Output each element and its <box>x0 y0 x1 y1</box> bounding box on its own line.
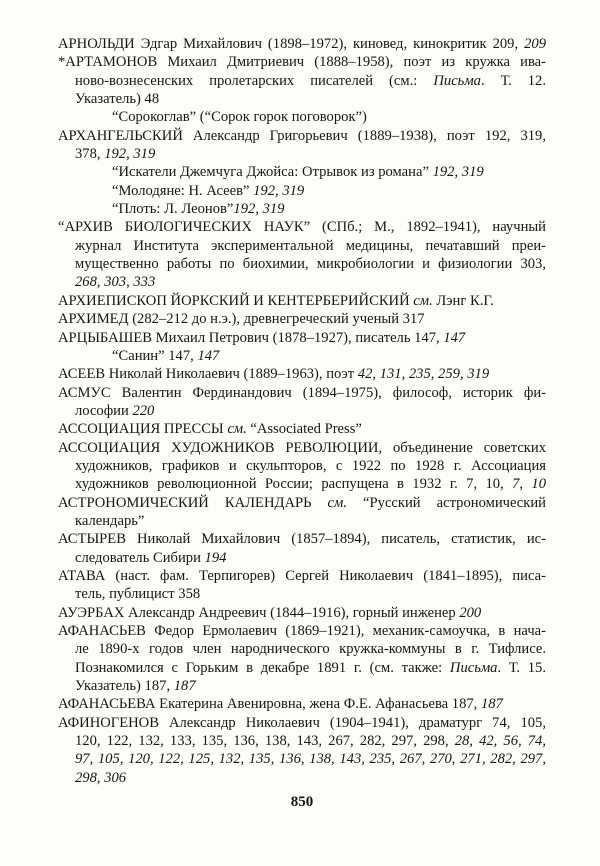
italic-page-refs: 42, 131, 235, 259, 319 <box>357 366 490 383</box>
text-segment: АССОЦИАЦИЯ ХУДОЖНИКОВ РЕВОЛЮЦИИ, объединение советских <box>58 439 546 456</box>
index-entry-line <box>58 475 546 493</box>
index-entry-line <box>58 329 546 347</box>
text-segment: ново-вознесенских пролетарских писателей (см.: <box>75 72 434 89</box>
text-segment: мущественно работы по биохимии, микробиологии и физиологии 303, <box>75 256 546 273</box>
index-entry-line <box>58 273 546 291</box>
index-entry-atava <box>58 567 546 604</box>
index-entry-line <box>58 494 546 512</box>
text-segment: . Т. 12. <box>480 72 546 89</box>
italic-page-refs: 192, 319 <box>104 146 156 163</box>
index-entry-line <box>58 585 546 603</box>
text-segment: АРХИЕПИСКОП ЙОРКСКИЙ И КЕНТЕРБЕРИЙСКИЙ <box>58 292 414 309</box>
text-segment: АФАНАСЬЕВ Федор Ермолаевич (1869–1921), механик-самоучка, в нача- <box>58 623 546 639</box>
text-segment: АССОЦИАЦИЯ ПРЕССЫ <box>58 421 228 438</box>
index-entry-arkhiepiskop-yorksky <box>58 292 546 310</box>
index-entry-artamonov <box>58 53 546 126</box>
text-segment: “Сорокоглав” (“Сорок горок поговорок”) <box>112 109 367 126</box>
italic-page-refs: 147 <box>443 329 466 346</box>
text-segment: ле 1890-х годов член народнического кружка-коммуны в г. Тифлисе. <box>75 641 546 658</box>
index-entry-line <box>58 365 546 383</box>
index-entry-line <box>58 420 546 438</box>
italic-page-refs: 200 <box>459 604 482 621</box>
index-entry-line <box>58 677 546 695</box>
index-entry-afanasyev <box>58 622 546 695</box>
index-entry-line <box>58 53 546 71</box>
index-entry-arnoldi <box>58 35 546 53</box>
italic-page-refs: 268, 303, 333 <box>75 274 156 291</box>
text-segment: “Санин” 147, <box>112 347 198 364</box>
italic-page-refs: см. <box>227 421 247 438</box>
text-segment: АРХИМЕД (282–212 до н.э.), древнегреческий ученый 317 <box>58 311 425 328</box>
text-segment: календарь” <box>75 512 145 529</box>
index-entry-line <box>58 695 546 713</box>
index-entry-line <box>58 292 546 310</box>
index-entry-line <box>58 200 546 218</box>
index-entry-line <box>58 530 546 548</box>
index-entry-line <box>58 439 546 457</box>
index-entry-line <box>58 732 546 750</box>
text-segment: Указатель) 187, <box>75 678 174 695</box>
index-entry-afanasyeva <box>58 695 546 713</box>
italic-page-refs: 192, 319 <box>253 182 305 199</box>
italic-page-refs: 220 <box>132 402 155 419</box>
text-segment: АУЭРБАХ Александр Андреевич (1844–1916), горный инженер <box>58 604 460 621</box>
index-entry-line <box>58 512 546 530</box>
text-segment: АСТРОНОМИЧЕСКИЙ КАЛЕНДАРЬ <box>58 494 328 511</box>
text-segment: тель, публицист 358 <box>75 586 201 603</box>
text-segment: . Т. 15. <box>497 659 546 676</box>
index-entry-line <box>58 35 546 53</box>
index-entry-line <box>58 402 546 420</box>
text-segment: “АРХИВ БИОЛОГИЧЕСКИХ НАУК” (СПб.; М., 1892–1941), научный <box>58 219 546 236</box>
text-segment: АСМУС Валентин Фердинандович (1894–1975), философ, историк фи- <box>58 384 546 401</box>
page-number: 850 <box>290 794 314 811</box>
text-segment: АРЦЫБАШЕВ Михаил Петрович (1878–1927), писатель 147, <box>58 329 444 346</box>
index-entry-line <box>58 769 546 787</box>
index-entry-line <box>58 714 546 732</box>
index-entry-line <box>58 310 546 328</box>
text-segment: АРНОЛЬДИ Эдгар Михайлович (1898–1972), киновед, кинокритик 209, <box>58 36 525 52</box>
text-segment: следователь Сибири <box>75 549 205 566</box>
italic-page-refs: см. <box>413 292 433 309</box>
italic-page-refs: 298, 306 <box>75 769 127 786</box>
text-segment: 120, 122, 132, 133, 135, 136, 138, 143, 267, 282, 297, 298, <box>75 733 455 750</box>
index-entry-afinogenov <box>58 714 546 787</box>
text-segment: АТАВА (наст. фам. Терпигорев) Сергей Николаевич (1841–1895), писа- <box>58 567 546 584</box>
italic-page-refs: см. <box>327 494 347 511</box>
text-segment: Познакомился с Горьким в декабре 1891 г. (см. также: <box>75 659 450 676</box>
index-entry-line <box>58 640 546 658</box>
italic-page-refs: Письма <box>449 659 498 676</box>
text-segment: журнал Института экспериментальной медицины, печатавший преи- <box>75 237 546 254</box>
index-entry-arkhimed <box>58 310 546 328</box>
text-segment: *АРТАМОНОВ Михаил Дмитриевич (1888–1958), поэт из кружка ива- <box>58 54 546 71</box>
text-segment: “Associated Press” <box>246 421 362 438</box>
text-segment: АФАНАСЬЕВА Екатерина Авенировна, жена Ф.Е. Афанасьева 187, <box>58 696 481 713</box>
italic-page-refs: 187 <box>480 696 503 713</box>
text-segment: лософии <box>75 402 133 419</box>
italic-page-refs: 194 <box>204 549 227 566</box>
index-entry-artsybashev <box>58 329 546 366</box>
text-segment: Лэнг К.Г. <box>432 292 494 309</box>
text-segment: АРХАНГЕЛЬСКИЙ Александр Григорьевич (1889–1938), поэт 192, 319, <box>58 127 546 144</box>
italic-page-refs: 192, 319 <box>233 201 285 218</box>
text-segment: АСЕЕВ Николай Николаевич (1889–1963), поэт <box>58 366 358 383</box>
index-entry-line <box>58 347 546 365</box>
text-segment: “Молодяне: Н. Асеев” <box>112 182 254 199</box>
italic-page-refs: 147 <box>197 347 220 364</box>
text-segment: 378, <box>75 146 105 163</box>
index-entry-line <box>58 145 546 163</box>
index-entry-asmus <box>58 384 546 421</box>
text-segment: художников, графиков и скульпторов, с 1922 по 1928 г. Ассоциация <box>75 457 546 474</box>
index-entry-line <box>58 218 546 236</box>
index-entry-line <box>58 237 546 255</box>
italic-page-refs: 97, 105, 120, 122, 125, 132, 135, 136, 138, 143, 235, 267, 270, 271, 282, 297, <box>75 751 546 768</box>
index-entries <box>58 35 546 787</box>
index-entry-line <box>58 72 546 90</box>
index-entry-line <box>58 182 546 200</box>
index-entry-assotsiatsiya-khudozhnikov-revolyutsii <box>58 439 546 494</box>
italic-page-refs: 28, 42, 56, 74, <box>454 733 546 750</box>
italic-page-refs: 209 <box>524 36 546 52</box>
text-segment: “Плоть: Л. Леонов” <box>112 201 234 218</box>
index-entry-line <box>58 384 546 402</box>
index-entry-line <box>58 549 546 567</box>
index-entry-line <box>58 622 546 640</box>
index-entry-astronomichesky-kalendar <box>58 494 546 531</box>
index-entry-line <box>58 108 546 126</box>
text-segment: “Русский астрономический <box>347 494 546 511</box>
index-entry-auerbakh <box>58 604 546 622</box>
text-segment: “Искатели Джемчуга Джойса: Отрывок из романа” <box>112 164 433 181</box>
text-segment: АФИНОГЕНОВ Александр Николаевич (1904–1941), драматург 74, 105, <box>58 714 546 731</box>
italic-page-refs: 187 <box>173 678 196 695</box>
italic-page-refs: 7, 10 <box>512 476 546 493</box>
italic-page-refs: Письма <box>433 72 481 89</box>
text-segment: АСТЫРЕВ Николай Михайлович (1857–1894), писатель, статистик, ис- <box>58 531 546 548</box>
index-entry-aseev <box>58 365 546 383</box>
index-entry-line <box>58 457 546 475</box>
italic-page-refs: 192, 319 <box>432 164 484 181</box>
index-entry-arkhiv-biologicheskikh-nauk <box>58 218 546 291</box>
text-segment: Указатель) 48 <box>75 91 160 108</box>
index-entry-line <box>58 90 546 108</box>
index-entry-line <box>58 567 546 585</box>
index-entry-line <box>58 604 546 622</box>
text-segment: художников революционной России; распущена в 1932 г. 7, 10, <box>75 476 513 493</box>
index-entry-line <box>58 255 546 273</box>
index-entry-line <box>58 127 546 145</box>
index-entry-arkhangelsky <box>58 127 546 219</box>
index-entry-line <box>58 659 546 677</box>
index-entry-astyrev <box>58 530 546 567</box>
index-entry-assotsiatsiya-pressy <box>58 420 546 438</box>
index-entry-line <box>58 750 546 768</box>
index-entry-line <box>58 163 546 181</box>
